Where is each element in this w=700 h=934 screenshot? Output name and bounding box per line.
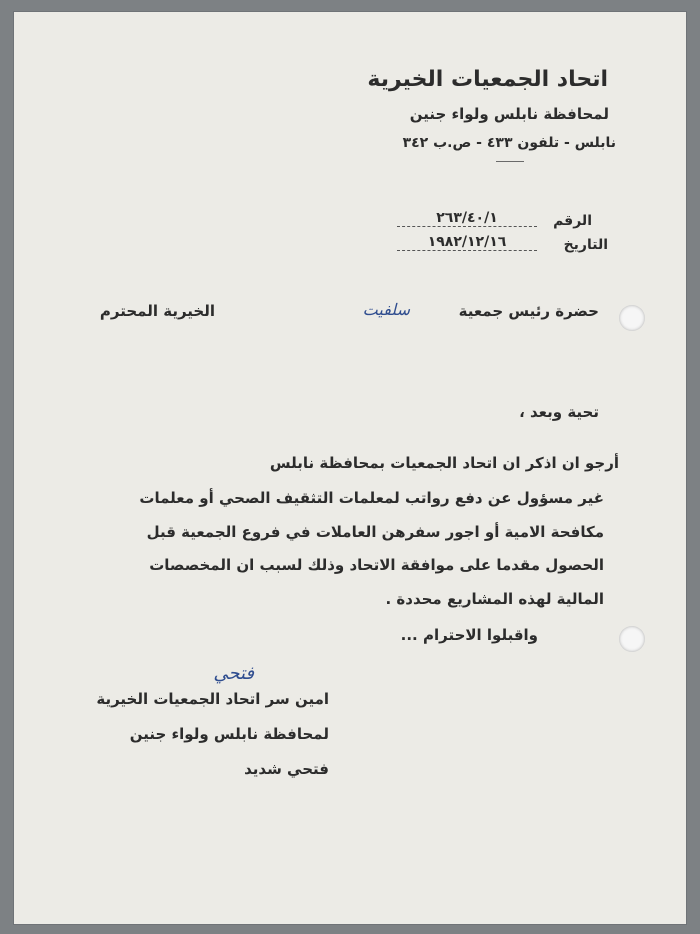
punch-hole-top [619, 305, 645, 331]
body-line-3: مكافحة الامية أو اجور سفرهن العاملات في فروع الجمعية قبل [146, 523, 604, 541]
greeting: تحية وبعد ، [519, 403, 599, 421]
reference-date-label: التاريخ [563, 237, 608, 253]
addressee-prefix: حضرة رئيس جمعية [458, 302, 599, 320]
reference-date-value: ١٩٨٢/١٢/١٦ [397, 234, 537, 251]
punch-hole-bottom [619, 626, 645, 652]
signature-title-line-1: امين سر اتحاد الجمعيات الخيرية [96, 690, 329, 708]
handwritten-signature: فتحي [213, 663, 254, 684]
addressee-handwritten-name: سلفيت [362, 300, 410, 319]
letterhead-region: لمحافظة نابلس ولواء جنين [409, 105, 609, 123]
reference-number-label: الرقم [553, 213, 592, 229]
closing: واقبلوا الاحترام ... [400, 626, 538, 644]
body-line-5: المالية لهذه المشاريع محددة . [385, 590, 604, 608]
body-line-1: أرجو ان اذكر ان اتحاد الجمعيات بمحافظة نابلس [269, 454, 619, 472]
reference-number-value: ٢٦٣/٤٠/١ [397, 210, 537, 227]
letterhead-contact: نابلس - تلفون ٤٣٣ - ص.ب ٣٤٢ [402, 135, 616, 151]
body-line-4: الحصول مقدما على موافقة الاتحاد وذلك لسبب ان المخصصات [149, 556, 604, 574]
signature-name: فتحي شديد [244, 760, 329, 778]
body-line-2: غير مسؤول عن دفع رواتب لمعلمات التثقيف الصحي أو معلمات [139, 489, 604, 507]
letterhead-org-name: اتحاد الجمعيات الخيرية [367, 67, 608, 92]
signature-title-line-2: لمحافظة نابلس ولواء جنين [129, 725, 329, 743]
addressee-suffix: الخيرية المحترم [99, 302, 215, 320]
letterhead-underline [496, 161, 524, 162]
